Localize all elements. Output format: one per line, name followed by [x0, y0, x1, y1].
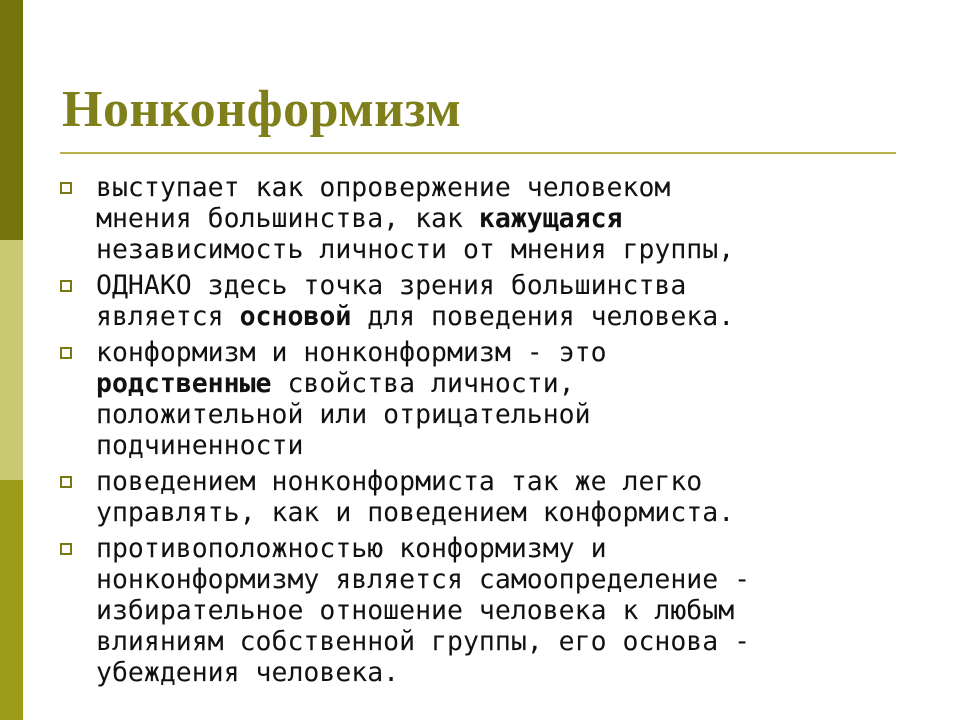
text-run: нонконформизму является самоопределение - [96, 564, 751, 595]
text-run: независимость личности от мнения группы, [96, 234, 735, 265]
bullet-line [96, 172, 898, 203]
bullet-text [96, 337, 898, 461]
bullet-line [96, 203, 898, 234]
bullet-line [96, 657, 898, 688]
hollow-square-bullet-icon [60, 347, 72, 359]
text-run: положительной или отрицательной [96, 399, 591, 430]
text-run: противоположностью конформизму и [96, 533, 607, 564]
side-bar-bottom [0, 480, 23, 720]
bullet-line [96, 234, 898, 265]
text-run: поведением нонконформиста так же легко [96, 466, 703, 497]
bullet-line [96, 466, 898, 497]
bullet-item [58, 337, 898, 461]
text-run: выступает как опровержение человеком [96, 172, 671, 203]
bullet-line [96, 497, 898, 528]
text-run: конформизм и нонконформизм - это [96, 337, 607, 368]
hollow-square-bullet-icon [60, 182, 72, 194]
bullet-item [58, 466, 898, 528]
text-run: ОДНАКО здесь точка зрения большинства [96, 270, 687, 301]
bullet-item [58, 172, 898, 265]
text-run: избирательное отношение человека к любым [96, 595, 735, 626]
text-run: убеждения человека. [96, 657, 400, 688]
side-bar-middle [0, 240, 23, 480]
bullet-line [96, 301, 898, 332]
text-run: подчиненности [96, 430, 304, 461]
emphasis-text: основой [239, 301, 352, 332]
text-run: свойства личности, [271, 368, 575, 399]
bullet-line [96, 368, 898, 399]
bullet-line [96, 430, 898, 461]
hollow-square-bullet-icon [60, 280, 72, 292]
bullet-line [96, 626, 898, 657]
title-underline [60, 152, 896, 154]
text-run: влияниям собственной группы, его основа - [96, 626, 751, 657]
bullet-text [96, 172, 898, 265]
bullet-line [96, 533, 898, 564]
side-bar-top [0, 0, 23, 240]
bullet-list [58, 172, 898, 693]
slide-title: Нонконформизм [62, 81, 462, 138]
bullet-line [96, 564, 898, 595]
text-run: является [96, 301, 240, 332]
text-run: для поведения человека. [351, 301, 735, 332]
bullet-line [96, 399, 898, 430]
bullet-item [58, 533, 898, 688]
bullet-line [96, 337, 898, 368]
emphasis-text: родственные [96, 368, 272, 399]
bullet-line [96, 270, 898, 301]
hollow-square-bullet-icon [60, 476, 72, 488]
bullet-text [96, 533, 898, 688]
bullet-item [58, 270, 898, 332]
bullet-text [96, 466, 898, 528]
bullet-line [96, 595, 898, 626]
emphasis-text: кажущаяся [478, 203, 623, 234]
text-run: управлять, как и поведением конформиста. [96, 497, 735, 528]
bullet-text [96, 270, 898, 332]
text-run: мнения большинства, как [96, 203, 479, 234]
hollow-square-bullet-icon [60, 543, 72, 555]
